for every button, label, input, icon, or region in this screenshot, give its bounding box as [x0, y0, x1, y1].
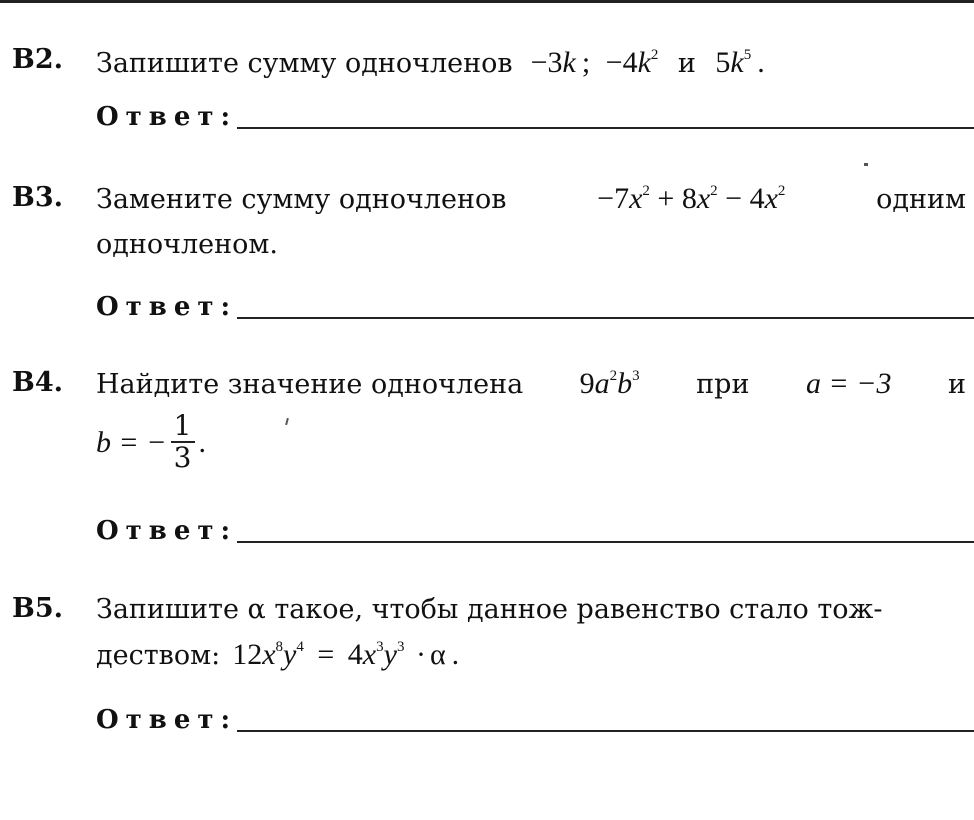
equals-sign: = [317, 638, 335, 671]
fraction-numerator: 1 [173, 409, 192, 442]
term-coef: 4 [347, 638, 363, 671]
multiply-dot: · [415, 638, 426, 671]
problem-number: B3. [12, 182, 64, 213]
exponent: 2 [650, 47, 659, 63]
problem-text [96, 40, 966, 86]
period: . [198, 425, 206, 459]
sum-expression [597, 176, 785, 221]
problem-text [96, 361, 966, 473]
conjunction: и [677, 48, 696, 79]
monomials-expression [531, 40, 765, 86]
problem-statement: деством: [96, 640, 221, 671]
exponent: 3 [396, 639, 405, 655]
exponent: 2 [777, 183, 786, 199]
problem-statement: Найдите значение одночлена [96, 369, 524, 400]
answer-line[interactable] [237, 126, 974, 129]
problem-line-2: одночленом. [96, 229, 278, 260]
exponent: 2 [710, 183, 718, 199]
answer-line[interactable] [237, 316, 974, 319]
problem-text [96, 587, 966, 678]
term-coef: −4 [605, 46, 638, 79]
answer-row [96, 516, 974, 546]
answer-row [96, 705, 974, 735]
condition-a: a = −3 [805, 367, 892, 400]
exponent: 3 [376, 639, 384, 655]
answer-label: Ответ: [96, 516, 238, 546]
separator: ; [581, 46, 591, 79]
exponent: 2 [609, 368, 618, 384]
term-var: x [764, 182, 778, 215]
problem-number: B2. [12, 44, 64, 75]
problem-number: B5. [12, 593, 64, 624]
answer-line[interactable] [237, 729, 974, 732]
exponent: 8 [275, 639, 284, 655]
identity-expression [232, 632, 459, 677]
exponent: 2 [642, 183, 650, 199]
problem-line [96, 176, 966, 222]
problem-line [96, 40, 966, 86]
term-coef: 5 [715, 46, 731, 79]
term-coef: −7 [597, 182, 630, 215]
answer-label: Ответ: [96, 102, 238, 132]
term-var: x [696, 182, 711, 215]
answer-row [96, 102, 974, 132]
exponent: 5 [743, 47, 752, 63]
term-var: x [262, 638, 276, 671]
problem-number: B4. [12, 367, 64, 398]
answer-label: Ответ: [96, 705, 238, 735]
problem-line-2 [96, 632, 966, 678]
term-var: a [594, 367, 610, 400]
period: . [451, 638, 460, 671]
answer-label: Ответ: [96, 292, 238, 322]
problem-statement: Запишите сумму одночленов [96, 48, 513, 79]
term-var: k [637, 46, 651, 79]
term-var: b [617, 367, 633, 400]
answer-row [96, 292, 974, 322]
term-coef: −3 [530, 46, 563, 79]
top-rule [0, 0, 974, 3]
fraction-denominator: 3 [173, 441, 192, 474]
problem-statement-end: одним [876, 184, 966, 215]
problem-line [96, 361, 966, 407]
term-var: k [730, 46, 744, 79]
print-speck [864, 163, 868, 166]
term-coef: − 4 [725, 182, 765, 215]
word-and: и [947, 369, 966, 400]
term-var: x [629, 182, 643, 215]
condition-b [96, 411, 966, 473]
term-coef: 12 [232, 638, 263, 671]
fraction [171, 411, 195, 473]
exponent: 4 [296, 639, 304, 655]
alpha-symbol: α [429, 638, 446, 671]
term-var: y [283, 638, 297, 671]
term-coef: + 8 [657, 182, 697, 215]
exponent: 3 [632, 368, 640, 384]
period: . [757, 46, 765, 79]
monomial-expression [580, 361, 640, 406]
problem-statement: Замените сумму одночленов [96, 184, 507, 215]
condition-b-left: b = − [96, 425, 167, 459]
term-var: k [562, 46, 576, 79]
problem-line: Запишите α такое, чтобы данное равенство стало тож- [96, 594, 883, 625]
word-at: при [696, 369, 750, 400]
problem-text [96, 176, 966, 267]
term-var: y [383, 638, 397, 671]
term-var: x [362, 638, 377, 671]
term-coef: 9 [579, 367, 595, 400]
answer-line[interactable] [237, 540, 974, 543]
